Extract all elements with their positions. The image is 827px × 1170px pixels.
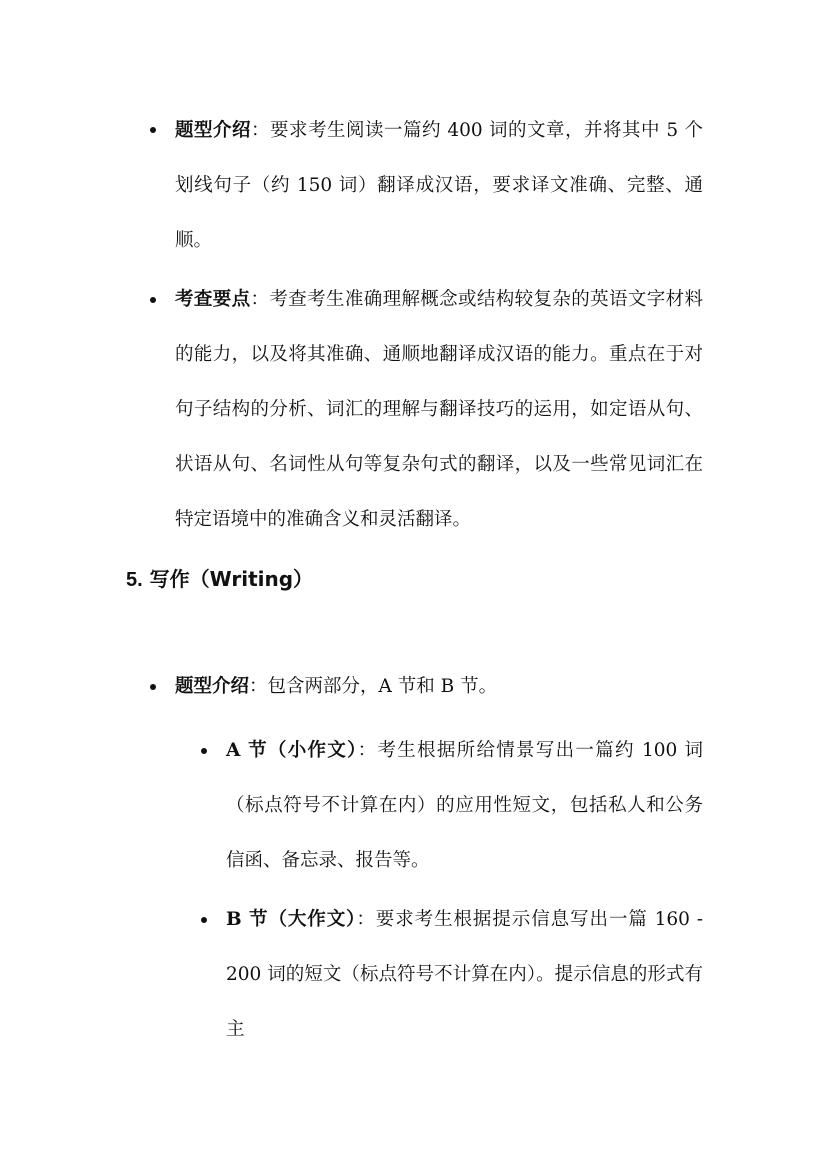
list-item-intro [175,103,703,268]
item-text: 要求考生阅读一篇约 400 词的文章，并将其中 5 个划线句子（约 150 词）翻译成汉语，要求译文准确、完整、通顺。 [175,120,703,251]
item-separator: ： [357,740,378,761]
sub-item-section-b [226,892,703,1057]
bullet-icon [150,127,156,133]
item-separator: ： [250,120,270,141]
item-text: 考生根据所给情景写出一篇约 100 词（标点符号不计算在内）的应用性短文，包括私人和公务信函、备忘录、报告等。 [226,740,703,871]
bullet-icon [201,917,207,923]
bullet-icon [201,748,207,754]
section-heading [126,552,313,608]
item-label: 考查要点 [175,289,251,310]
item-separator: ： [250,289,270,310]
section-number: 5. [126,569,143,591]
bullet-icon [150,297,156,303]
item-separator: ： [249,676,268,697]
item-text: 考查考生准确理解概念或结构较复杂的英语文字材料的能力，以及将其准确、通顺地翻译成汉语的能力。重点在于对句子结构的分析、词汇的理解与翻译技巧的运用，如定语从句、状语从句、名词性从句等复杂句式的翻译，以及一些常见词汇在特定语境中的准确含义和灵活翻译。 [175,289,703,530]
list-item-key-points [175,272,703,547]
item-label: 题型介绍 [175,120,251,141]
section-title: 写作（Writing） [149,567,314,591]
item-text: 包含两部分，A 节和 B 节。 [267,676,498,697]
bullet-icon [150,684,156,690]
item-label: 题型介绍 [175,676,250,697]
item-label: A 节（小作文） [226,740,358,761]
list-item-writing-intro [175,659,703,714]
item-text: 要求考生根据提示信息写出一篇 160 - 200 词的短文（标点符号不计算在内）。提示信息的形式有主 [226,909,703,1040]
item-separator: ： [356,909,376,930]
sub-item-section-a [226,723,703,888]
item-label: B 节（大作文） [226,909,357,930]
